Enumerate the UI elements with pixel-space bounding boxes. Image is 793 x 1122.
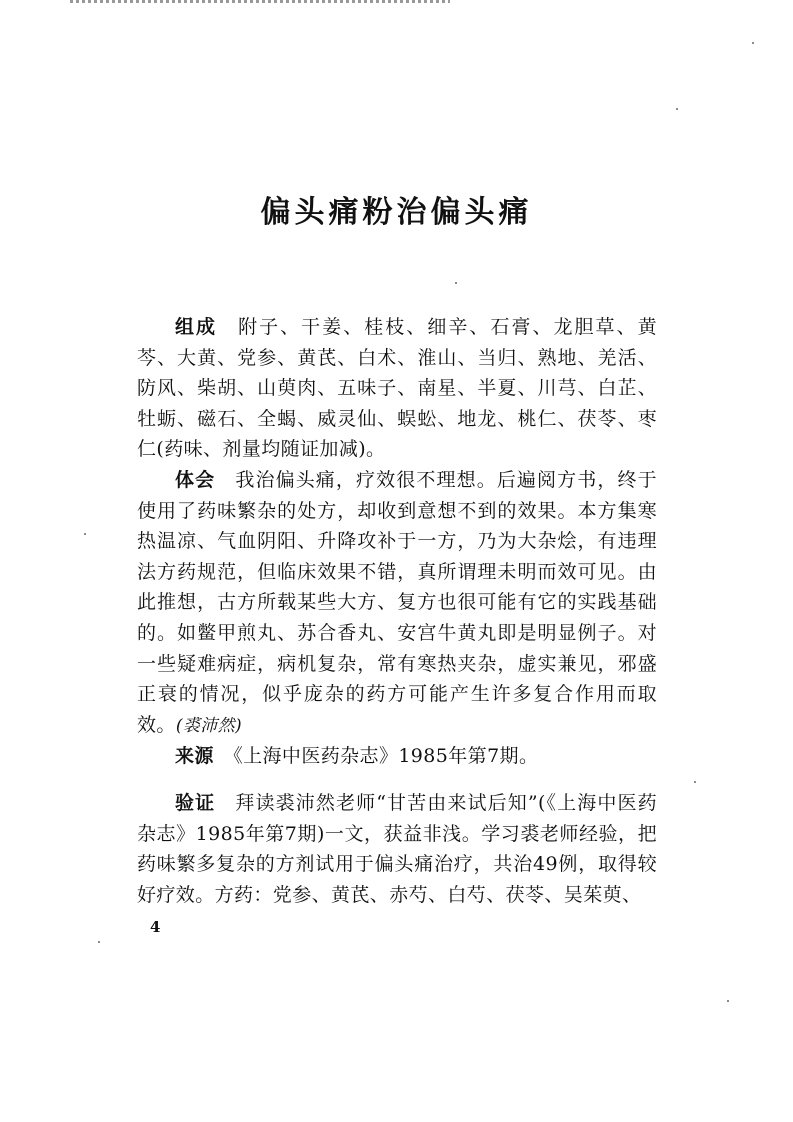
scan-speck [752,42,754,44]
page-number: 4 [150,918,161,936]
experience-author: (裘沛然) [175,715,243,736]
verification-paragraph [137,788,657,910]
scan-speck [727,1000,729,1002]
composition-label: 组成 [175,316,218,338]
composition-paragraph [137,312,657,465]
scan-speck [694,781,696,783]
experience-label: 体会 [175,468,216,491]
verification-label: 验证 [175,792,216,814]
experience-text: 我治偏头痛，疗效很不理想。后遍阅方书，终于使用了药味繁杂的处方，却收到意想不到的效果。本方集寒热温凉、气血阴阳、升降攻补于一方，乃为大杂烩，有违理法方药规范，但临床效果不错，真所谓理未明而效可见。由此推想，古方所载某些大方、复方也很可能有它的实践基础的。如鳖甲煎丸、苏合香丸、安宫牛黄丸即是明显例子。对一些疑难病症，病机复杂，常有寒热夹杂，虚实兼见，邪盛正衰的情况，似乎庞杂的药方可能产生许多复合作用而取效。 [137,468,657,736]
page-title: 偏头痛粉治偏头痛 [260,195,533,230]
experience-paragraph [137,465,657,741]
scan-edge-artifact [70,0,450,3]
main-text-block [137,312,657,772]
scan-speck [676,108,678,110]
source-text: 《上海中医药杂志》1985年第7期。 [233,745,539,768]
scan-speck [455,282,457,284]
scan-speck [84,533,86,535]
source-label: 来源 [175,745,214,768]
source-paragraph [137,741,657,772]
scan-speck [98,941,100,943]
verification-text-block [137,788,657,910]
verification-text: 拜读裘沛然老师“甘苦由来试后知”(《上海中医药杂志》1985年第7期)一文，获益非浅。学习裘老师经验，把药味繁多复杂的方剂试用于偏头痛治疗，共治49例，取得较好疗效。方药：党参、黄芪、赤芍、白芍、茯苓、吴茱萸、 [137,792,657,906]
composition-text: 附子、干姜、桂枝、细辛、石膏、龙胆草、黄芩、大黄、党参、黄芪、白术、淮山、当归、熟地、羌活、防风、柴胡、山萸肉、五味子、南星、半夏、川芎、白芷、牡蛎、磁石、全蝎、威灵仙、蜈蚣、地龙、桃仁、茯苓、枣仁(药味、剂量均随证加减)。 [137,316,657,461]
